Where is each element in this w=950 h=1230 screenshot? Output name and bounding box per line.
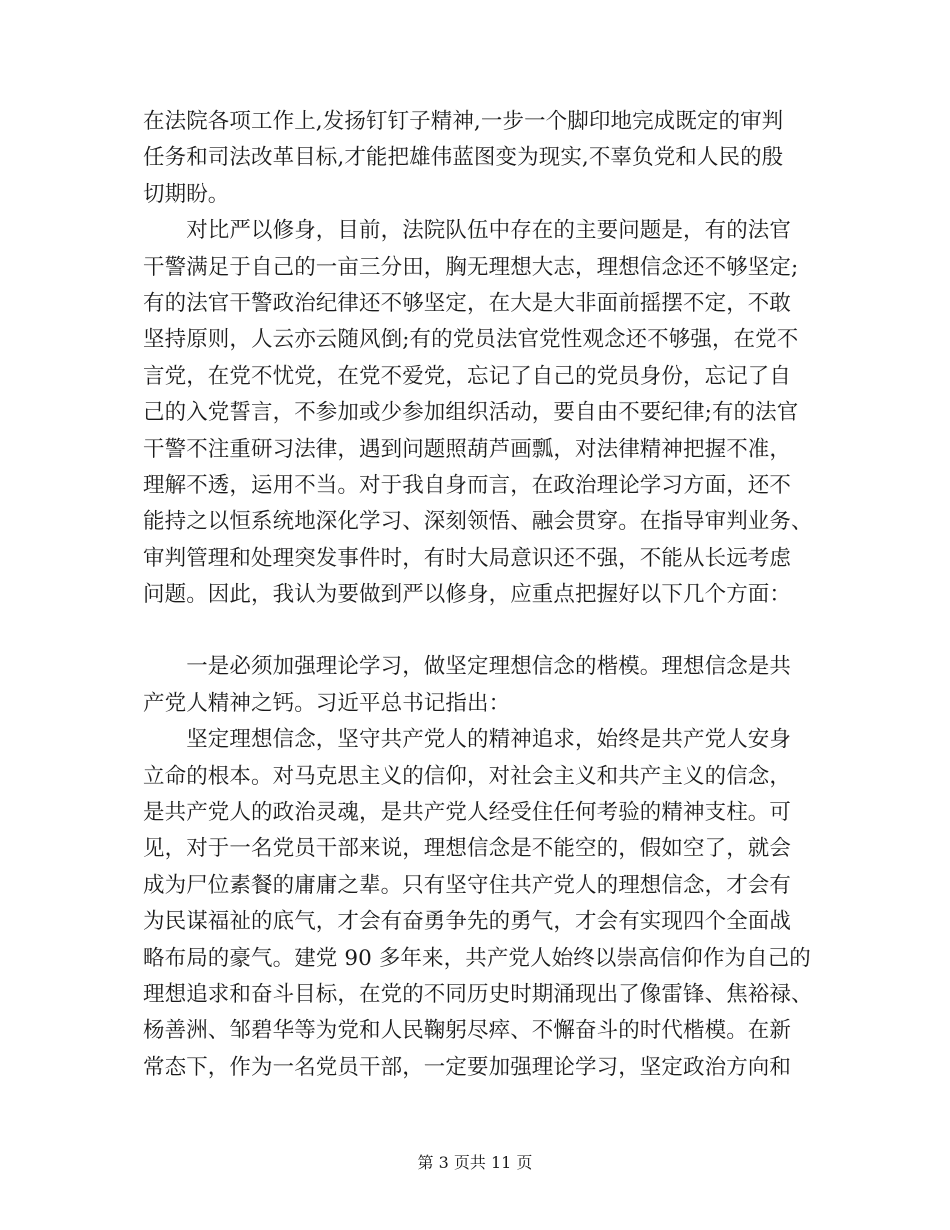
text-line: 在法院各项工作上,发扬钉钉子精神,一步一个脚印地完成既定的审判 [143, 109, 784, 134]
text-line: 见，对于一名党员干部来说，理想信念是不能空的，假如空了，就会 [143, 836, 792, 862]
text-line: 产党人精神之钙。习近平总书记指出： [143, 690, 511, 716]
text-line: 审判管理和处理突发事件时，有时大局意识还不强，不能从长远考虑 [143, 545, 792, 571]
text-line: 杨善洲、邹碧华等为党和人民鞠躬尽瘁、不懈奋斗的时代楷模。在新 [143, 1018, 792, 1044]
text-line: 任务和司法改革目标,才能把雄伟蓝图变为现实,不辜负党和人民的殷 [143, 145, 784, 171]
text-line: 略布局的豪气。建党 90 多年来，共产党人始终以崇高信仰作为自己的 [143, 945, 811, 971]
text-line: 理想追求和奋斗目标，在党的不同历史时期涌现出了像雷锋、焦裕禄、 [143, 981, 813, 1007]
text-line: 能持之以恒系统地深化学习、深刻领悟、融会贯穿。在指导审判业务、 [143, 509, 813, 535]
text-line: 常态下，作为一名党员干部，一定要加强理论学习，坚定政治方向和 [143, 1054, 792, 1080]
blank-line [143, 613, 813, 649]
text-line: 坚定理想信念，坚守共产党人的精神追求，始终是共产党人安身 [143, 727, 792, 753]
text-line: 为民谋福祉的底气，才会有奋勇争先的勇气，才会有实现四个全面战 [143, 909, 792, 935]
text-line: 干警不注重研习法律，遇到问题照葫芦画瓢，对法律精神把握不准， [143, 436, 792, 462]
text-line: 是共产党人的政治灵魂，是共产党人经受住任何考验的精神支柱。可 [143, 800, 792, 826]
text-line: 己的入党誓言，不参加或少参加组织活动，要自由不要纪律;有的法官 [143, 400, 799, 426]
text-line: 坚持原则，人云亦云随风倒;有的党员法官党性观念还不够强，在党不 [143, 327, 799, 353]
text-line: 对比严以修身，目前，法院队伍中存在的主要问题是，有的法官 [143, 218, 792, 244]
text-line: 一是必须加强理论学习，做坚定理想信念的楷模。理想信念是共 [143, 654, 792, 680]
text-line: 切期盼。 [143, 181, 230, 207]
text-line: 问题。因此，我认为要做到严以修身，应重点把握好以下几个方面： [143, 582, 792, 608]
text-line: 立命的根本。对马克思主义的信仰，对社会主义和共产主义的信念， [143, 763, 792, 789]
text-line: 言党，在党不忧党，在党不爱党，忘记了自己的党员身份，忘记了自 [143, 363, 792, 389]
text-line: 有的法官干警政治纪律还不够坚定，在大是大非面前摇摆不定，不敢 [143, 290, 792, 316]
page-number-footer: 第 3 页共 11 页 [417, 1153, 533, 1172]
body-text [143, 104, 813, 1086]
text-line: 成为尸位素餐的庸庸之辈。只有坚守住共产党人的理想信念，才会有 [143, 872, 792, 898]
text-line: 干警满足于自己的一亩三分田，胸无理想大志，理想信念还不够坚定; [143, 254, 799, 280]
text-line: 理解不透，运用不当。对于我自身而言，在政治理论学习方面，还不 [143, 472, 792, 498]
